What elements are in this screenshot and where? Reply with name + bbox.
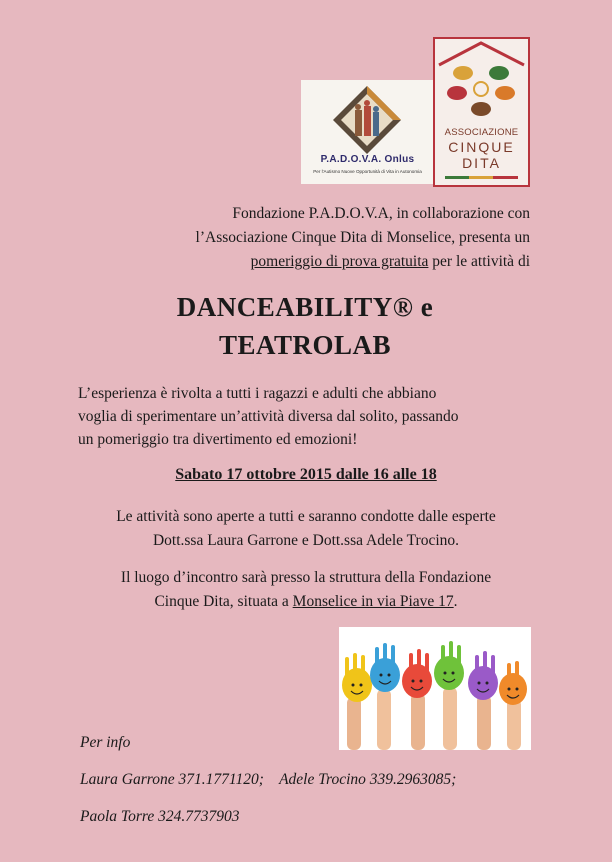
info-label: Per info — [80, 734, 131, 751]
location-paragraph: Il luogo d’incontro sarà presso la struttura della Fondazione Cinque Dita, situata a Monselice in via Piave 17. — [120, 569, 492, 610]
padova-logo-name: P.A.D.O.V.A. Onlus — [320, 154, 415, 165]
padova-logo-tagline: Per l'Autismo Nuove Opportunità di Vita in Autonomia — [313, 169, 422, 174]
description-paragraph: L’esperienza è rivolta a tutti i ragazzi e adulti che abbiano voglia di sperimentare un’attività diversa dal solito, passando un pomeriggio tra divertimento ed emozioni! — [78, 385, 459, 448]
padova-onlus-logo — [301, 80, 434, 184]
cinque-dita-logo — [433, 37, 530, 187]
event-date: Sabato 17 ottobre 2015 dalle 16 alle 18 — [175, 466, 437, 483]
painted-hands-photo — [339, 627, 531, 750]
padova-emblem-icon — [301, 80, 434, 154]
free-trial-highlight: pomeriggio di prova gratuita — [250, 253, 429, 270]
hands-roof-icon — [435, 39, 528, 125]
contacts-line-1: Laura Garrone 371.1771120; Adele Trocino 339.2963085; — [80, 771, 457, 788]
cinque-dita-logo-name: CINQUE DITA — [448, 139, 515, 171]
address-highlight: Monselice in via Piave 17 — [292, 593, 454, 610]
painted-hands-image — [339, 627, 531, 750]
cinque-dita-logo-label: ASSOCIAZIONE — [444, 127, 519, 138]
event-title-line-1: DANCEABILITY® e — [176, 292, 434, 322]
cinque-dita-logo-stripe — [445, 176, 518, 179]
contacts-line-2: Paola Torre 324.7737903 — [80, 808, 240, 825]
activities-paragraph: Le attività sono aperte a tutti e saranno condotte dalle esperte Dott.ssa Laura Garrone e Dott.ssa Adele Trocino. — [116, 508, 496, 549]
event-title-line-2: TEATROLAB — [218, 330, 392, 360]
intro-paragraph: Fondazione P.A.D.O.V.A, in collaborazione con l’Associazione Cinque Dita di Monselice, presenta un pomeriggio di prova gratuita per le attività di — [195, 205, 530, 270]
